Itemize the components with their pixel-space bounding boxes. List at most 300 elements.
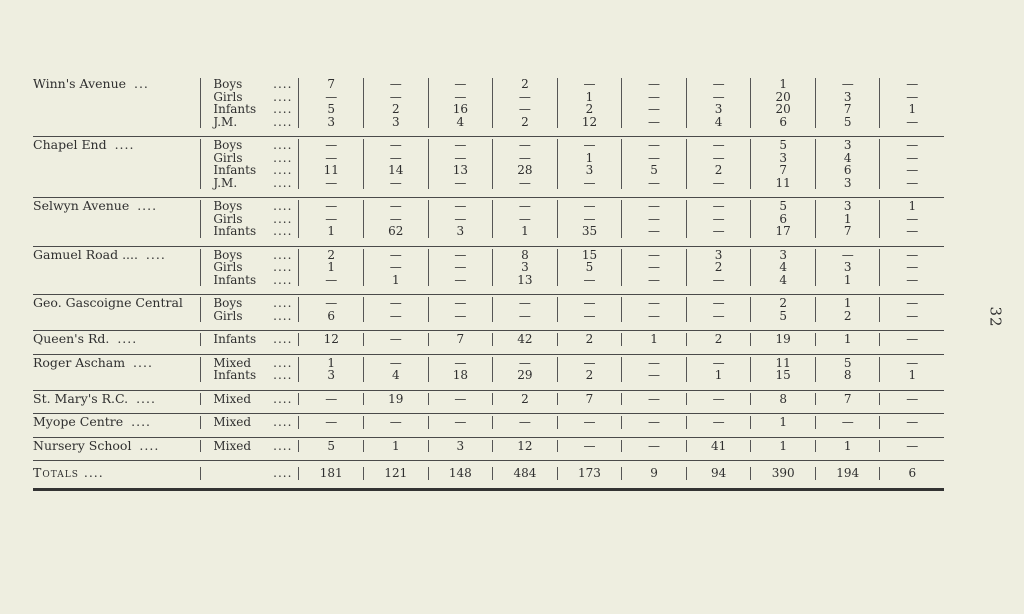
value-column: [298, 393, 363, 406]
leader-dots: ....: [273, 466, 293, 480]
department-column: [200, 249, 298, 287]
value-column: [428, 416, 493, 429]
table-cell: —: [454, 89, 467, 104]
school-group: [33, 72, 944, 137]
department-label: [213, 164, 298, 177]
table-cell: —: [712, 138, 725, 152]
table-cell: 2: [521, 114, 529, 129]
value-column: [879, 333, 944, 346]
table-cell: 4: [456, 114, 465, 129]
table-cell: —: [712, 77, 725, 91]
table-cell: —: [841, 415, 854, 429]
value-column: [879, 393, 944, 406]
value-column: [363, 249, 428, 287]
table-cell: —: [712, 355, 725, 370]
department-label: [213, 467, 298, 480]
table-cell: 1: [391, 272, 400, 287]
table-cell: —: [325, 89, 338, 104]
table-cell: 2: [391, 102, 400, 116]
table-cell: —: [906, 260, 919, 274]
total-cell: 181: [319, 466, 343, 480]
table-cell: 13: [452, 163, 468, 177]
leader-dots: ....: [273, 355, 293, 370]
table-cell: —: [583, 77, 596, 91]
value-column: [428, 467, 493, 480]
value-column: [492, 78, 557, 128]
value-column: [492, 416, 557, 429]
leader-dots: ....: [145, 246, 166, 262]
table-cell: 7: [843, 391, 852, 406]
value-column: [428, 78, 493, 128]
value-column: [298, 297, 363, 322]
school-name: Winn's Avenue: [33, 76, 127, 91]
table-cell: 42: [517, 332, 533, 346]
table-cell: 3: [779, 150, 787, 165]
value-column: [879, 416, 944, 429]
department-name: Mixed: [213, 391, 252, 406]
department-name: J.M.: [213, 114, 238, 129]
department-name: J.M.: [213, 175, 238, 190]
table-cell: —: [325, 150, 338, 165]
table-cell: —: [712, 415, 725, 429]
table-cell: —: [454, 355, 467, 370]
table-cell: 1: [843, 332, 852, 346]
table-cell: 12: [323, 332, 339, 346]
table-cell: 8: [521, 247, 529, 262]
value-column: [492, 393, 557, 406]
department-label: [213, 103, 298, 116]
value-column: [557, 297, 622, 322]
department-label: [213, 310, 298, 323]
total-cell: 9: [650, 466, 658, 480]
table-cell: 13: [517, 272, 533, 287]
table-cell: —: [583, 199, 596, 213]
table-cell: 1: [327, 355, 336, 370]
school-group: [33, 137, 944, 198]
value-column: [557, 200, 622, 238]
table-cell: —: [906, 272, 919, 287]
value-column: [492, 249, 557, 287]
table-cell: 1: [908, 368, 917, 382]
table-cell: 2: [779, 296, 787, 310]
table-cell: —: [454, 175, 467, 190]
leader-dots: ....: [273, 368, 293, 382]
total-cell: 390: [771, 466, 795, 480]
value-column: [557, 357, 622, 382]
value-column: [879, 467, 944, 480]
table-cell: 3: [585, 163, 594, 177]
table-cell: 3: [327, 368, 336, 382]
department-label: [213, 416, 298, 429]
table-cell: 1: [843, 438, 852, 453]
table-cell: —: [648, 114, 661, 129]
department-name: Girls: [213, 89, 243, 104]
leader-dots: ....: [273, 332, 293, 346]
table-cell: 7: [843, 224, 852, 238]
leader-dots: ....: [136, 390, 156, 406]
value-column: [879, 139, 944, 189]
department-column: [200, 297, 298, 322]
department-label: [213, 440, 298, 453]
value-column: [363, 333, 428, 346]
table-cell: —: [454, 150, 467, 165]
department-name: Girls: [213, 308, 243, 323]
department-column: [200, 416, 298, 429]
department-label: [213, 200, 298, 213]
table-cell: —: [518, 102, 531, 116]
total-cell: 94: [710, 466, 727, 480]
value-column: [621, 249, 686, 287]
table-cell: 18: [452, 368, 468, 382]
table-cell: 12: [581, 114, 598, 129]
value-column: [557, 249, 622, 287]
table-cell: —: [518, 296, 531, 310]
table-cell: 1: [779, 438, 787, 453]
value-column: [686, 440, 751, 453]
table-cell: 3: [843, 199, 852, 213]
table-cell: 4: [714, 114, 723, 129]
value-column: [621, 200, 686, 238]
table-cell: —: [518, 308, 531, 323]
table-cell: 1: [714, 368, 723, 382]
table-cell: —: [454, 296, 467, 310]
school-name-cell: [33, 354, 200, 382]
value-column: [492, 357, 557, 382]
value-column: [298, 357, 363, 382]
department-label: [213, 333, 298, 346]
value-column: [492, 297, 557, 322]
value-column: [686, 249, 751, 287]
leader-dots: ....: [273, 89, 293, 104]
value-column: [492, 440, 557, 453]
school-group: [33, 198, 944, 247]
table-cell: 7: [779, 163, 787, 177]
department-label: [213, 369, 298, 382]
school-group: [33, 331, 944, 355]
table-cell: —: [454, 199, 467, 213]
department-label: [213, 139, 298, 152]
total-cell: 173: [578, 466, 601, 480]
value-column: [428, 297, 493, 322]
table-cell: —: [648, 77, 661, 91]
school-name: Geo. Gascoigne Central: [33, 295, 183, 310]
table-cell: —: [712, 224, 725, 238]
table-cell: 1: [391, 438, 400, 453]
table-cell: 62: [388, 224, 404, 238]
table-cell: —: [906, 89, 919, 104]
table-cell: 16: [452, 102, 468, 116]
table-cell: —: [454, 272, 467, 287]
table-cell: 11: [775, 175, 791, 190]
value-column: [298, 416, 363, 429]
table-cell: —: [906, 224, 919, 238]
table-cell: 2: [585, 332, 594, 346]
total-cell: 121: [384, 466, 408, 480]
table-cell: —: [325, 415, 338, 429]
value-column: [879, 200, 944, 238]
table-cell: 1: [908, 102, 917, 116]
table-cell: 5: [843, 114, 852, 129]
value-column: [428, 333, 493, 346]
table-cell: 3: [843, 175, 852, 190]
leader-dots: ....: [273, 163, 293, 177]
leader-dots: ....: [273, 150, 293, 165]
table-cell: 1: [843, 272, 852, 287]
value-column: [750, 416, 815, 429]
value-column: [363, 139, 428, 189]
table-cell: —: [648, 150, 661, 165]
table-cell: 8: [779, 391, 787, 406]
table-cell: 3: [327, 114, 336, 129]
table-cell: —: [712, 199, 725, 213]
table-cell: 1: [779, 77, 787, 91]
table-cell: —: [648, 355, 661, 370]
value-column: [298, 467, 363, 480]
statistics-table: [33, 72, 944, 491]
leader-dots: ....: [273, 199, 293, 213]
table-cell: 5: [327, 438, 336, 453]
value-column: [621, 467, 686, 480]
table-cell: —: [712, 391, 725, 406]
table-cell: 19: [388, 391, 404, 406]
table-cell: —: [648, 211, 661, 226]
department-column: [200, 357, 298, 382]
table-cell: —: [841, 77, 854, 91]
school-name-cell: [33, 297, 200, 322]
department-label: [213, 78, 298, 91]
value-column: [686, 78, 751, 128]
table-cell: —: [454, 211, 467, 226]
leader-dots: ....: [117, 331, 138, 346]
value-column: [686, 139, 751, 189]
page-number: 32: [986, 306, 1005, 328]
department-column: [200, 440, 298, 453]
table-cell: —: [712, 89, 725, 104]
value-column: [621, 333, 686, 346]
table-cell: —: [325, 211, 338, 226]
table-cell: 2: [585, 102, 594, 116]
table-cell: —: [906, 175, 919, 190]
school-group: [33, 391, 944, 415]
school-group: [33, 355, 944, 391]
value-column: [557, 416, 622, 429]
school-name: Selwyn Avenue: [33, 198, 130, 213]
table-cell: —: [389, 260, 402, 274]
table-cell: 8: [843, 368, 852, 382]
table-cell: 17: [775, 224, 791, 238]
department-name: Infants: [213, 224, 257, 238]
department-name: Boys: [213, 296, 243, 310]
value-column: [363, 393, 428, 406]
school-name: St. Mary's R.C.: [33, 390, 129, 406]
leader-dots: ....: [273, 308, 293, 323]
value-column: [363, 297, 428, 322]
table-cell: 1: [327, 260, 336, 274]
department-name: Infants: [213, 368, 257, 382]
value-column: [621, 416, 686, 429]
department-name: Girls: [213, 260, 243, 274]
department-column: [200, 333, 298, 346]
value-column: [621, 139, 686, 189]
value-column: [363, 467, 428, 480]
table-cell: —: [712, 296, 725, 310]
table-cell: 2: [327, 247, 336, 262]
value-column: [428, 139, 493, 189]
table-cell: 1: [843, 296, 852, 310]
value-column: [686, 467, 751, 480]
table-cell: 5: [779, 138, 787, 152]
value-column: [750, 249, 815, 287]
table-cell: 3: [456, 224, 465, 238]
table-cell: —: [906, 355, 919, 370]
department-name: Boys: [213, 138, 243, 152]
table-cell: 11: [775, 355, 791, 370]
value-column: [815, 139, 880, 189]
table-cell: 3: [843, 89, 852, 104]
school-name-cell: [33, 78, 200, 128]
table-cell: —: [325, 175, 338, 190]
table-cell: —: [389, 211, 402, 226]
school-group: [33, 438, 944, 462]
table-cell: 4: [779, 260, 787, 274]
table-cell: 1: [908, 199, 917, 213]
table-cell: —: [454, 260, 467, 274]
leader-dots: ....: [273, 438, 293, 453]
leader-dots: ....: [273, 102, 293, 116]
table-cell: —: [454, 138, 467, 152]
table-cell: —: [841, 247, 854, 262]
table-cell: 1: [779, 415, 787, 429]
value-column: [621, 440, 686, 453]
value-column: [750, 139, 815, 189]
value-column: [879, 357, 944, 382]
value-column: [298, 249, 363, 287]
table-cell: 1: [585, 150, 594, 165]
table-cell: 3: [779, 247, 787, 262]
table-cell: 1: [843, 211, 852, 226]
table-cell: —: [389, 296, 402, 310]
table-cell: —: [454, 391, 467, 406]
leader-dots: ....: [131, 414, 152, 429]
value-column: [750, 333, 815, 346]
value-column: [428, 440, 493, 453]
value-column: [557, 139, 622, 189]
table-cell: 15: [775, 368, 791, 382]
value-column: [815, 333, 880, 346]
value-column: [815, 297, 880, 322]
value-column: [492, 333, 557, 346]
table-cell: —: [389, 77, 402, 91]
table-cell: —: [389, 89, 402, 104]
total-cell: 6: [908, 466, 917, 480]
table-cell: —: [389, 355, 402, 370]
table-cell: —: [712, 150, 725, 165]
table-cell: —: [648, 368, 661, 382]
table-cell: —: [712, 272, 725, 287]
department-name: Infants: [213, 332, 257, 346]
table-cell: 14: [388, 163, 404, 177]
table-cell: —: [518, 415, 531, 429]
table-cell: 7: [843, 102, 852, 116]
table-cell: 20: [775, 102, 791, 116]
table-cell: 11: [323, 163, 339, 177]
department-name: Mixed: [213, 438, 252, 453]
department-label: [213, 261, 298, 274]
table-cell: —: [906, 391, 919, 406]
table-cell: —: [583, 211, 596, 226]
leader-dots: ....: [273, 296, 293, 310]
table-cell: 2: [843, 308, 852, 323]
table-cell: 20: [775, 89, 791, 104]
total-cell: 148: [448, 466, 472, 480]
table-cell: —: [325, 296, 338, 310]
table-cell: 5: [650, 163, 658, 177]
value-column: [815, 467, 880, 480]
department-label: [213, 225, 298, 238]
table-cell: 29: [517, 368, 533, 382]
table-cell: —: [906, 77, 919, 91]
leader-dots: ....: [273, 247, 293, 262]
value-column: [815, 200, 880, 238]
value-column: [686, 333, 751, 346]
value-column: [428, 393, 493, 406]
value-column: [298, 78, 363, 128]
value-column: [686, 357, 751, 382]
table-cell: 2: [585, 368, 594, 382]
table-cell: —: [325, 138, 338, 152]
table-cell: —: [389, 138, 402, 152]
value-column: [879, 440, 944, 453]
school-name-cell: [33, 390, 200, 406]
total-cell: 484: [513, 466, 537, 480]
table-cell: 3: [843, 138, 852, 152]
school-name: Nursery School: [33, 437, 132, 453]
school-name: Myope Centre: [33, 414, 124, 429]
department-column: [200, 467, 298, 480]
value-column: [363, 440, 428, 453]
value-column: [686, 416, 751, 429]
department-column: [200, 200, 298, 238]
value-column: [428, 249, 493, 287]
table-cell: 3: [391, 114, 400, 129]
table-cell: —: [583, 296, 596, 310]
table-cell: —: [906, 114, 919, 129]
table-cell: 3: [843, 260, 852, 274]
value-column: [492, 139, 557, 189]
table-cell: —: [583, 308, 596, 323]
table-cell: 2: [521, 77, 529, 91]
department-name: Girls: [213, 150, 243, 165]
leader-dots: ....: [273, 391, 293, 406]
table-cell: 1: [650, 332, 658, 346]
table-cell: —: [648, 102, 661, 116]
table-cell: —: [648, 308, 661, 323]
school-name-cell: [33, 416, 200, 429]
table-cell: 5: [779, 308, 787, 323]
table-cell: 4: [391, 368, 400, 382]
value-column: [557, 333, 622, 346]
table-cell: —: [648, 138, 661, 152]
table-cell: 3: [521, 260, 529, 274]
table-cell: 2: [714, 332, 723, 346]
table-cell: 15: [581, 247, 598, 262]
table-cell: 3: [714, 247, 723, 262]
leader-dots: ....: [273, 224, 293, 238]
school-name: Queen's Rd.: [33, 331, 110, 346]
leader-dots: ....: [139, 437, 160, 453]
value-column: [879, 78, 944, 128]
value-column: [750, 78, 815, 128]
